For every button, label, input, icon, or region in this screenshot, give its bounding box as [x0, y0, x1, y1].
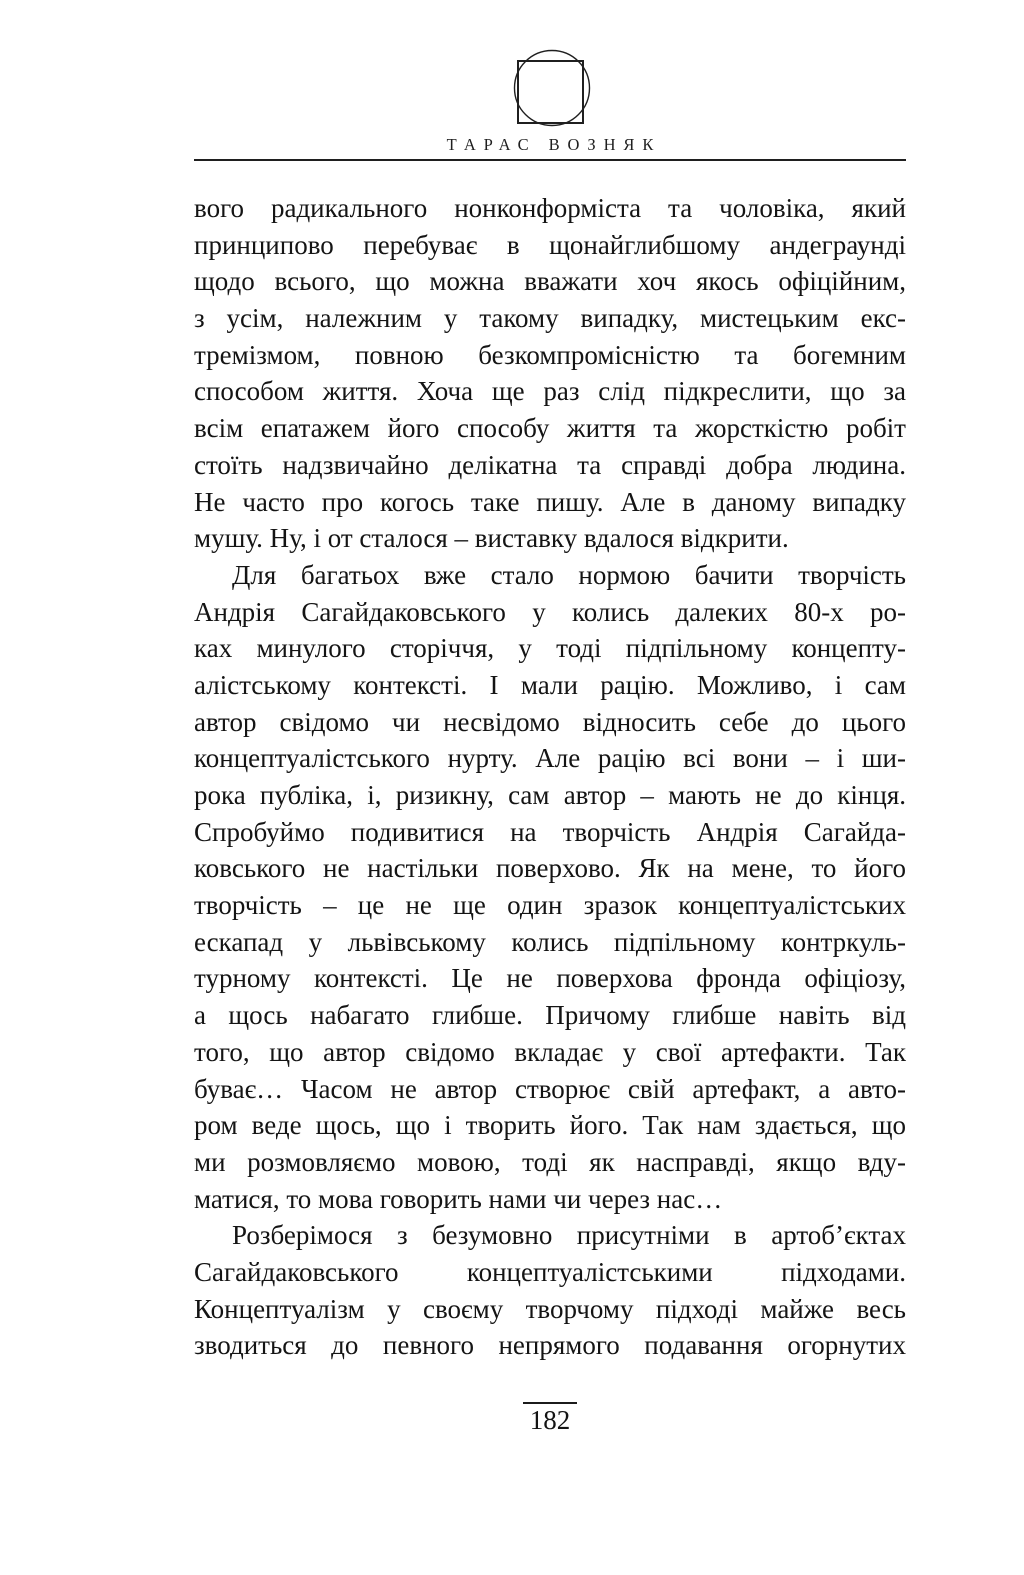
- text-line: Андрія Сагайдаковського у колись далеких 80-х ро-: [194, 596, 906, 627]
- text-line: алістському контексті. І мали рацію. Можливо, і сам: [194, 669, 906, 700]
- text-line: мушу. Ну, і от сталося – виставку вдалося відкрити.: [194, 523, 789, 554]
- text-line: а щось набагато глибше. Причому глибше навіть від: [194, 1000, 906, 1031]
- publisher-emblem: [505, 46, 599, 130]
- text-line: Розберімося з безумовно присутніми в артоб’єктах: [232, 1220, 906, 1251]
- text-line: Спробуймо подивитися на творчість Андрія Сагайда-: [194, 816, 906, 847]
- text-line: Концептуалізм у своєму творчому підході майже весь: [194, 1293, 906, 1324]
- text-line: Для багатьох вже стало нормою бачити творчість: [232, 559, 906, 590]
- page-number: 182: [523, 1402, 578, 1436]
- text-line: ковського не настільки поверхово. Як на мене, то його: [194, 853, 906, 884]
- text-line: всім епатажем його способу життя та жорсткістю робіт: [194, 413, 906, 444]
- text-line: Не часто про когось таке пишу. Але в даному випадку: [194, 486, 906, 517]
- text-line: ескапад у львівському колись підпільному контркуль-: [194, 926, 906, 957]
- text-line: матися, то мова говорить нами чи через нас…: [194, 1183, 723, 1214]
- text-line: творчість – це не ще один зразок концептуалістських: [194, 890, 906, 921]
- text-line: ках минулого сторіччя, у тоді підпільному концепту-: [194, 633, 906, 664]
- text-line: з усім, належним у такому випадку, мистецьким екс-: [194, 303, 906, 334]
- circle-square-logo-icon: [505, 46, 599, 130]
- text-line: вого радикального нонконформіста та чоловіка, який: [194, 193, 906, 223]
- text-line: Сагайдаковського концептуалістськими підходами.: [194, 1256, 906, 1287]
- text-line: тремізмом, повною безкомпромісністю та богемним: [194, 339, 906, 370]
- page-footer: [194, 1402, 906, 1436]
- text-line: турному контексті. Це не поверхова фронда офіціозу,: [194, 963, 906, 994]
- text-line: рока публіка, і, ризикну, сам автор – мають не до кінця.: [194, 780, 906, 810]
- text-line: стоїть надзвичайно делікатна та справді добра людина.: [194, 449, 906, 480]
- text-line: ми розмовляємо мовою, тоді як насправді, якщо вду-: [194, 1146, 906, 1177]
- running-header-author: ТАРАС ВОЗНЯК: [446, 135, 662, 154]
- text-line: ром веде щось, що і творить його. Так нам здається, що: [194, 1110, 906, 1141]
- text-line: способом життя. Хоча ще раз слід підкреслити, що за: [194, 376, 906, 407]
- paragraph: [194, 557, 906, 1217]
- text-line: того, що автор свідомо вкладає у свої артефакти. Так: [194, 1036, 906, 1067]
- text-line: автор свідомо чи несвідомо відносить себе до цього: [194, 706, 906, 737]
- paragraph: [194, 190, 906, 557]
- text-line: концептуалістського нурту. Але рацію всі вони – і ши-: [194, 743, 906, 774]
- text-line: принципово перебуває в щонайглибшому андеграунді: [194, 229, 906, 260]
- text-line: буває… Часом не автор створює свій артефакт, а авто-: [194, 1073, 906, 1104]
- text-line: зводиться до певного непрямого подавання огорнутих: [194, 1330, 906, 1361]
- header-rule: [194, 159, 906, 161]
- text-line: щодо всього, що можна вважати хоч якось офіційним,: [194, 266, 906, 297]
- body-text: [194, 190, 906, 1364]
- paragraph: [194, 1217, 906, 1364]
